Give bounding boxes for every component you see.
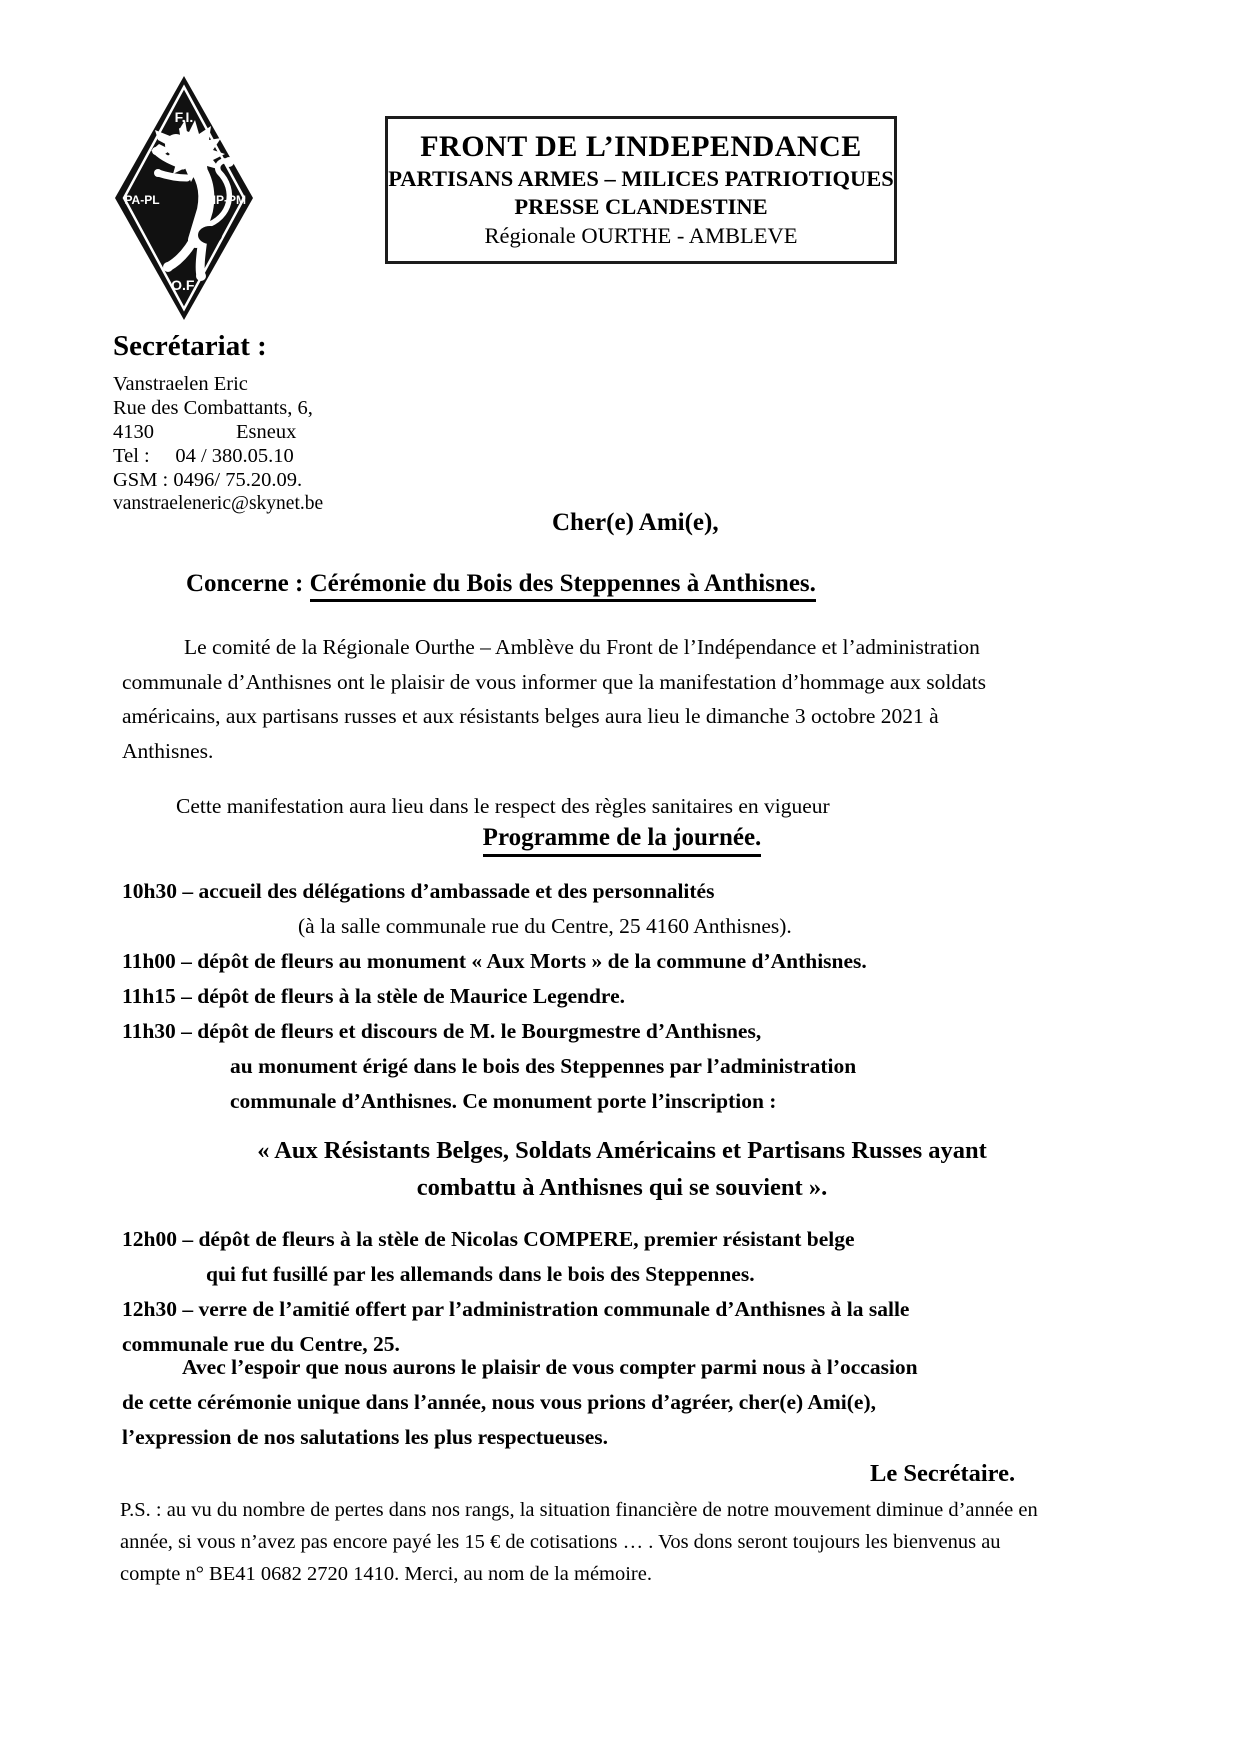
program-line: 12h30 – verre de l’amitié offert par l’administration communale d’Anthisnes à la salle <box>122 1297 910 1321</box>
closing-paragraph <box>122 1350 1130 1455</box>
postscript-line: compte n° BE41 0682 2720 1410. Merci, au nom de la mémoire. <box>120 1563 652 1585</box>
program-line: qui fut fusillé par les allemands dans le bois des Steppennes. <box>206 1262 755 1286</box>
inscription-line: « Aux Résistants Belges, Soldats Américains et Partisans Russes ayant <box>257 1137 987 1164</box>
intro-line: Le comité de la Régionale Ourthe – Amblève du Front de l’Indépendance et l’administration <box>184 635 980 659</box>
postscript-line: P.S. : au vu du nombre de pertes dans nos rangs, la situation financière de notre mouvement diminue d’année en <box>120 1499 1038 1521</box>
salutation: Cher(e) Ami(e), <box>552 509 719 536</box>
secretariat-heading: Secrétariat : <box>113 330 267 362</box>
postscript-line: année, si vous n’avez pas encore payé les 15 € de cotisations … . Vos dons seront toujours les bienvenus au <box>120 1531 1001 1553</box>
program-line: 11h15 – dépôt de fleurs à la stèle de Maurice Legendre. <box>122 984 626 1008</box>
lion-diamond-icon <box>113 74 255 322</box>
closing-line: l’expression de nos salutations les plus respectueuses. <box>122 1425 608 1449</box>
program-list <box>122 874 1132 1119</box>
secretariat-gsm: GSM : 0496/ 75.20.09. <box>113 469 303 491</box>
front-independance-emblem <box>113 74 255 322</box>
secretariat-street: Rue des Combattants, 6, <box>113 397 313 419</box>
intro-line: Anthisnes. <box>122 738 214 763</box>
program-line: 11h30 – dépôt de fleurs et discours de M. le Bourgmestre d’Anthisnes, <box>122 1019 762 1043</box>
secretariat-city: 4130 Esneux <box>113 421 297 443</box>
program-heading-wrap <box>122 824 1122 857</box>
subject-label: Concerne : <box>186 570 310 597</box>
subject-line <box>186 570 816 598</box>
emblem-text-left: PA-PL <box>124 193 160 207</box>
secretariat-name: Vanstraelen Eric <box>113 373 248 395</box>
organization-regional: Régionale OURTHE - AMBLEVE <box>484 223 798 248</box>
program-heading: Programme de la journée. <box>483 824 762 857</box>
organization-subtitle-2: PRESSE CLANDESTINE <box>514 194 768 219</box>
intro-line: communale d’Anthisnes ont le plaisir de vous informer que la manifestation d’hommage aux soldats <box>122 669 986 694</box>
emblem-text-right: MP-PM <box>206 193 246 207</box>
program-list-2 <box>122 1222 1132 1362</box>
emblem-text-bottom: O.F. <box>171 277 197 293</box>
sanitary-note: Cette manifestation aura lieu dans le respect des règles sanitaires en vigueur <box>176 794 830 818</box>
postscript-paragraph <box>120 1494 1140 1590</box>
subject-text: Cérémonie du Bois des Steppennes à Anthisnes. <box>310 570 816 602</box>
secretariat-email: vanstraeleneric@skynet.be <box>113 493 324 514</box>
organization-subtitle-1: PARTISANS ARMES – MILICES PATRIOTIQUES <box>388 166 894 191</box>
organization-title: FRONT DE L’INDEPENDANCE <box>420 130 862 163</box>
program-line: (à la salle communale rue du Centre, 25 4160 Anthisnes). <box>298 914 792 938</box>
program-line: 12h00 – dépôt de fleurs à la stèle de Nicolas COMPERE, premier résistant belge <box>122 1227 855 1251</box>
emblem-text-top: F.I. <box>174 109 194 125</box>
intro-paragraph <box>122 630 1130 768</box>
closing-line: de cette cérémonie unique dans l’année, nous vous prions d’agréer, cher(e) Ami(e), <box>122 1390 877 1414</box>
program-line: 10h30 – accueil des délégations d’ambassade et des personnalités <box>122 879 715 903</box>
program-line: 11h00 – dépôt de fleurs au monument « Aux Morts » de la commune d’Anthisnes. <box>122 949 867 973</box>
secretariat-block <box>113 330 473 516</box>
program-line: au monument érigé dans le bois des Steppennes par l’administration <box>230 1054 857 1078</box>
program-line: communale rue du Centre, 25. <box>122 1332 400 1356</box>
intro-line: américains, aux partisans russes et aux résistants belges aura lieu le dimanche 3 octobre 2021 à <box>122 704 939 728</box>
inscription-line: combattu à Anthisnes qui se souvient ». <box>416 1174 828 1201</box>
program-line: communale d’Anthisnes. Ce monument porte l’inscription : <box>230 1089 777 1113</box>
monument-inscription <box>122 1132 1122 1206</box>
secretariat-phone: Tel : 04 / 380.05.10 <box>113 445 294 467</box>
closing-line: Avec l’espoir que nous aurons le plaisir de vous compter parmi nous à l’occasion <box>182 1355 918 1379</box>
signature: Le Secrétaire. <box>870 1460 1016 1487</box>
ink-smudge <box>198 226 222 244</box>
letterhead-box <box>385 116 897 264</box>
